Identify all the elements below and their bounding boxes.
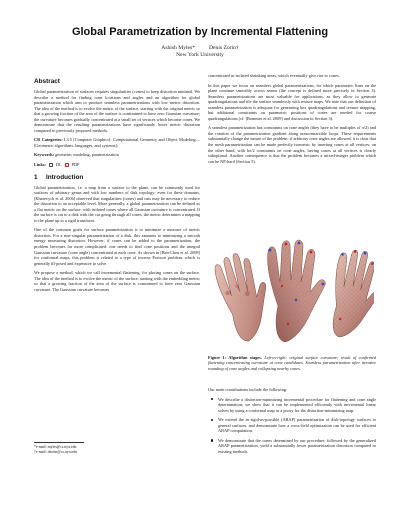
author-name: Ashish Myles* xyxy=(161,45,196,51)
ccs-label: CR Categories: xyxy=(34,137,63,143)
list-item-text: We describe a distortion-minimizing incremental procedure for flattening and cone angle determination; we show that it can be implemented efficiently with incremental linear solves by using a conformal map as a proxy for the distortion-minimizing map. xyxy=(218,396,376,413)
cone-marker xyxy=(298,242,301,245)
keywords-text: geometric modeling, parametrization xyxy=(55,152,119,158)
abstract-heading: Abstract xyxy=(34,78,60,85)
pdf-link[interactable]: PDF xyxy=(71,162,80,168)
keywords-label: Keywords: xyxy=(34,152,55,158)
pdf-icon[interactable] xyxy=(65,163,69,167)
cone-marker xyxy=(287,323,289,325)
cone-marker xyxy=(285,243,288,246)
section-number: 1 xyxy=(34,173,38,181)
teaser-figure xyxy=(210,234,374,352)
contributions-intro: Our main contributions include the following: xyxy=(208,387,288,392)
continuation-paragraph: concentrated in isolated shrinking areas, which eventually give rise to cones. xyxy=(208,73,340,78)
right-column xyxy=(208,73,376,168)
list-item xyxy=(208,417,376,434)
links-label: Links: xyxy=(34,162,46,168)
keywords-paragraph xyxy=(34,152,200,158)
footnotes xyxy=(34,442,200,455)
bullet-icon xyxy=(211,419,213,421)
figure-label: Figure 1: xyxy=(208,355,227,360)
bullet-icon xyxy=(211,439,213,441)
list-item-text: We extend the as-rigid-as-possible (ARAP) parametrization of disk-topology surfaces to general surfaces, and demonstrate how a cross-field optimization can be used for efficient ARAP computation. xyxy=(218,417,376,434)
cone-marker xyxy=(295,299,297,301)
constraints-paragraph: A seamless parametrization has constraints on cone angles (they have to be multiples of π/2) and the rotation of the parametrization gradient along noncontractible loops. These requirements substantially change the nature of the problem: if arbitrary cone angles are allowed, it is clear that the mesh parametrization can be made perfectly isometric by inserting cones at all vertices; on the other hand, with kπ/2 constraints on cone angles, having cones at all vertices is clearly suboptimal. Another consequence is that the problem becomes a mixed-integer problem which can be NP-hard (Section 5). xyxy=(208,125,376,164)
figure-caption xyxy=(208,355,376,371)
dl-link[interactable]: DL xyxy=(55,162,62,168)
section-title: Introduction xyxy=(46,173,84,181)
affiliation: New York University xyxy=(176,52,224,58)
list-item xyxy=(208,397,376,414)
intro-paragraph-3: We propose a method, which we call incremental flattening, for placing cones on the surface. The idea of the method is to evolve the metric of the surface, starting with the embedding metric so that a growing fraction of the area of the surface is constrained to have zero Gaussian curvature. The Gaussian curvature becomes xyxy=(34,270,200,292)
hand-incremental-flattening xyxy=(268,240,326,342)
links-row xyxy=(34,162,200,168)
digital-library-icon[interactable] xyxy=(49,163,53,167)
contributions-section xyxy=(208,387,376,458)
cone-marker xyxy=(269,249,272,252)
cone-marker xyxy=(310,251,313,254)
intro-paragraph-2: One of the common goals for surface parametrization is to minimize a measure of metric distortion. For a non-singular parametrization of a disk, this amounts to minimizing a smooth energy measuring distortion. However, if cones can be added to the parametrization, the problem becomes far more complicated: one needs to find cone positions and the integral Gaussian curvature (cone angle) concentrated at each cone. As shown in [Ben-Chen et al. 2008] for conformal maps, this problem is related to a type of inverse Poisson problem, which is generally ill-posed and expensive to solve. xyxy=(34,227,200,266)
author-name: Denis Zorin† xyxy=(209,45,239,51)
hand-models-image xyxy=(210,234,374,352)
cone-marker xyxy=(322,283,325,286)
paper-title: Global Parametrization by Incremental Flattening xyxy=(71,26,329,38)
list-item-text: We demonstrate that the cones determined by our procedure, followed by the generalized ARAP parametrization, yield a substantially lower parametrization distortion compared to existing methods. xyxy=(218,437,376,454)
author-block xyxy=(0,45,400,59)
intro-paragraph-1: Global parametrization, i.e. a map from a surface to the plane, can be commonly used for surfaces of arbitrary genus and with low numbers of disk topology; even for these domains, [Kharevych et al. 2006] observed that singularities (cones) and cuts may be necessary to reduce the distortion to an acceptable level. More generally, a global parametrization can be defined as a flat metric on the surface, with isolated cones where all Gaussian curvature is concentrated. If the surface is cut to a disk with the cut going through all cones, the metric determines a mapping to the plane up to a rigid transform. xyxy=(34,184,200,223)
hand-seamless-parametrization xyxy=(325,247,374,342)
left-column xyxy=(34,73,200,296)
contributions-list xyxy=(208,397,376,455)
abstract-text: Global parametrization of surfaces requires singularities (cones) to keep distortion minimal. We describe a method for finding cone locations and angles and an algorithm for global parametrization which aim to produce seamless parametrizations with low metric distortion. The idea of the method is to evolve the metric of the surface, starting with the original metric so that a growing fraction of the area of the surface is constrained to have zero Gaussian curvature; the curvature becomes gradually concentrated at a small set of vertices which become cones. We demonstrate that the resulting parametrizations have significantly lower metric distortion compared to previously proposed methods. xyxy=(34,89,201,133)
list-item xyxy=(208,438,376,455)
ccs-text: I.3.5 [Computer Graphics]: Computational Geometry and Object Modeling—[Geometric algorithms, languages, and systems]; xyxy=(34,137,200,148)
scope-paragraph: In this paper we focus on seamless global parametrizations, for which parametric lines on the plane continue smoothly across seams (the concept is defined more precisely in Section 3). Seamless parametrizations are most valuable for applications, as they allow to generate quadrangulations and tile the surface seamlessly with texture maps. We note that our definition of seamless parametrization is adequate for generating hex quadrangulations and texture mapping, but additional constraints on parametric positions of cones are needed for coarse quadrangulations (cf. [Bommes et al. 2009] and discussion in Section 3). xyxy=(208,82,376,121)
footnote-email-1: *e-mail: myles@cs.nyu.edu xyxy=(34,445,77,449)
bullet-icon xyxy=(211,398,213,400)
figure-title: Algorithm stages. xyxy=(228,355,262,360)
footnote-email-2: †e-mail: dzorin@cs.nyu.edu xyxy=(34,450,78,454)
intro-heading xyxy=(34,174,200,182)
ccs-paragraph xyxy=(34,137,200,148)
cone-marker xyxy=(281,285,283,287)
footnote-rule xyxy=(34,442,84,443)
figure-caption-text: Left-to-right: original surface curvature; result of confirmed flattening concentrating curvature at cone candidates. Seamless parametrization after iterative rounding of cone angles and collapsing nearby cones. xyxy=(208,355,377,371)
